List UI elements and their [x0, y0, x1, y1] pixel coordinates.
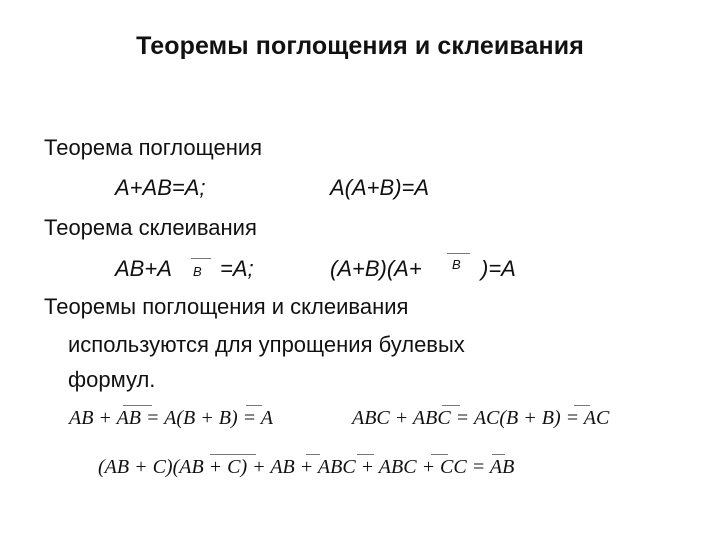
- gluing-left-prefix: AB+A: [115, 256, 172, 281]
- example-expression-3: (AB + C)(AB + C) + AB + ABC + ABC + CC = AB: [98, 456, 515, 478]
- gluing-heading: Теорема склеивания: [44, 215, 257, 240]
- absorption-formula-left: A+AB=A;: [115, 175, 206, 200]
- example-3-overbar-d: [431, 454, 448, 455]
- slide-title: Теоремы поглощения и склеивания: [136, 32, 584, 60]
- example-1-overbar-b: [246, 405, 262, 406]
- example-3-overbar-a: [210, 454, 256, 455]
- example-1-overbar-a: [123, 405, 152, 406]
- gluing-left-suffix: =A;: [220, 256, 254, 281]
- example-3-overbar-c: [357, 454, 374, 455]
- gluing-right-overbar: [447, 253, 470, 254]
- gluing-right-suffix: )=A: [481, 256, 516, 281]
- usage-line-3: формул.: [68, 367, 156, 392]
- gluing-left-overbar: [191, 258, 211, 259]
- gluing-left-mark: B: [193, 264, 202, 279]
- gluing-right-prefix: (A+B)(A+: [330, 256, 422, 281]
- example-expression-1: AB + AB = A(B + B) = A: [69, 407, 273, 429]
- usage-line-2: используются для упрощения булевых: [68, 332, 465, 357]
- usage-line-1: Теоремы поглощения и склеивания: [44, 294, 409, 319]
- example-2-overbar-b: [574, 405, 590, 406]
- absorption-formula-right: A(A+B)=A: [330, 175, 430, 200]
- absorption-heading: Теорема поглощения: [44, 135, 263, 160]
- example-expression-2: ABC + ABC = AC(B + B) = AC: [352, 407, 610, 429]
- example-3-overbar-b: [306, 454, 320, 455]
- example-2-overbar-a: [442, 405, 460, 406]
- example-3-overbar-e: [492, 454, 505, 455]
- gluing-right-mark: B: [452, 257, 461, 272]
